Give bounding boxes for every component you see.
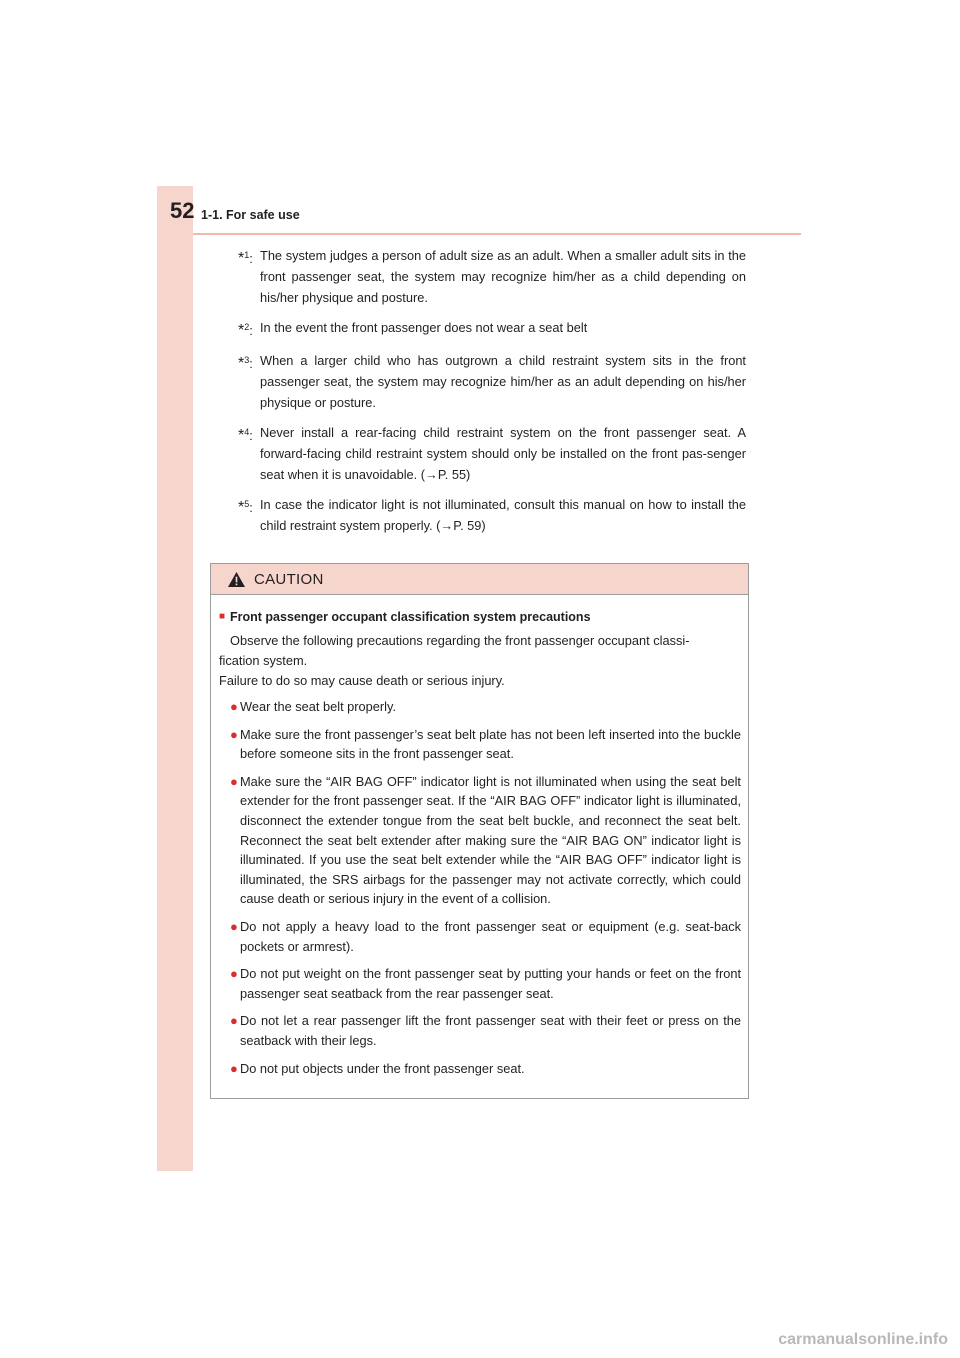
side-color-band bbox=[157, 186, 193, 1171]
footnotes-list bbox=[238, 245, 746, 545]
caution-bullet bbox=[219, 697, 741, 717]
circle-bullet-icon: ● bbox=[230, 773, 238, 789]
footnote-marker: *$^2$: bbox=[238, 322, 253, 339]
caution-bullet bbox=[219, 1059, 741, 1079]
caution-bullet-text: Do not apply a heavy load to the front passenger seat or equipment (e.g. seat-back pockets or armrest). bbox=[240, 918, 741, 954]
caution-bullet-text: Make sure the “AIR BAG OFF” indicator light is not illuminated when using the seat belt extender for the front passenger seat. If the “AIR BAG OFF” indicator light is illuminated, disconnect the extender tongue from the seat belt buckle, and reconnect the seat belt. Reconnect the seat belt extender after making sure the “AIR BAG ON” indicator light is illuminated. If you use the seat belt extender while the “AIR BAG OFF” indicator light is illuminated, the SRS airbags for the passenger may not activate correctly, which could cause death or serious injury in the event of a collision. bbox=[240, 773, 741, 907]
caution-header bbox=[211, 564, 748, 595]
footnote-marker: *$^4$: bbox=[238, 427, 253, 444]
caution-bullet-text: Wear the seat belt properly. bbox=[240, 699, 397, 714]
caution-body bbox=[211, 595, 748, 1078]
header-divider bbox=[193, 233, 801, 235]
footnote-text: Never install a rear-facing child restraint system on the front passenger seat. A forward-facing child restraint system should only be installed on the front pas-senger seat when it is unavoidable. (→P. 55) bbox=[260, 425, 746, 482]
footnote-text: In the event the front passenger does not wear a seat belt bbox=[260, 320, 588, 335]
footnote-text: In case the indicator light is not illuminated, consult this manual on how to install the child restraint system properly. (→P. 59) bbox=[260, 497, 746, 533]
circle-bullet-icon: ● bbox=[230, 918, 238, 934]
section-title: 1-1. For safe use bbox=[201, 208, 300, 222]
footnote-marker: *$^1$: bbox=[238, 250, 253, 267]
circle-bullet-icon: ● bbox=[230, 1060, 238, 1076]
footnote-3 bbox=[238, 350, 746, 413]
caution-intro bbox=[219, 631, 741, 691]
caution-bullet-text: Make sure the front passenger’s seat belt plate has not been left inserted into the buckle before someone sits in the front passenger seat. bbox=[240, 726, 741, 762]
footnote-1 bbox=[238, 245, 746, 308]
caution-bullet bbox=[219, 917, 741, 956]
page-number: 52 bbox=[170, 198, 195, 223]
footnote-2 bbox=[238, 317, 746, 341]
caution-bullet-text: Do not let a rear passenger lift the front passenger seat with their feet or press on the seatback with their legs. bbox=[240, 1013, 741, 1048]
caution-bullet bbox=[219, 772, 741, 909]
footnote-text: When a larger child who has outgrown a child restraint system sits in the front passenger seat, the system may recognize him/her as an adult depending on his/her physique or posture. bbox=[260, 353, 746, 410]
caution-label: CAUTION bbox=[254, 570, 324, 588]
footnote-4 bbox=[238, 422, 746, 485]
caution-box bbox=[210, 563, 749, 1099]
caution-bullet-text: Do not put objects under the front passenger seat. bbox=[240, 1060, 525, 1076]
caution-intro-line: Failure to do so may cause death or serious injury. bbox=[219, 673, 505, 688]
caution-bullet-text: Do not put weight on the front passenger seat by putting your hands or feet on the front passenger seat seatback from the rear passenger seat. bbox=[240, 966, 741, 1001]
caution-title bbox=[219, 607, 741, 627]
square-bullet-icon: ■ bbox=[219, 611, 226, 622]
footnote-5 bbox=[238, 494, 746, 536]
footer-watermark: carmanualsonline.info bbox=[778, 1331, 948, 1348]
footnote-text: The system judges a person of adult size as an adult. When a smaller adult sits in the front passenger seat, the system may recognize him/her as a child depending on his/her physique and posture. bbox=[260, 248, 746, 305]
warning-triangle-icon bbox=[227, 571, 246, 588]
footnote-marker: *$^5$: bbox=[238, 499, 253, 516]
caution-intro-line: Observe the following precautions regarding the front passenger occupant classi- bbox=[230, 633, 690, 648]
footnote-marker: *$^3$: bbox=[238, 355, 253, 372]
caution-bullet bbox=[219, 725, 741, 764]
caution-title-text: Front passenger occupant classification system precautions bbox=[230, 610, 591, 624]
circle-bullet-icon: ● bbox=[230, 966, 238, 982]
circle-bullet-icon: ● bbox=[230, 1013, 238, 1029]
caution-bullet bbox=[219, 964, 741, 1003]
caution-bullet bbox=[219, 1011, 741, 1050]
caution-intro-line: fication system. bbox=[219, 653, 308, 668]
circle-bullet-icon: ● bbox=[230, 699, 238, 714]
circle-bullet-icon: ● bbox=[230, 726, 238, 742]
